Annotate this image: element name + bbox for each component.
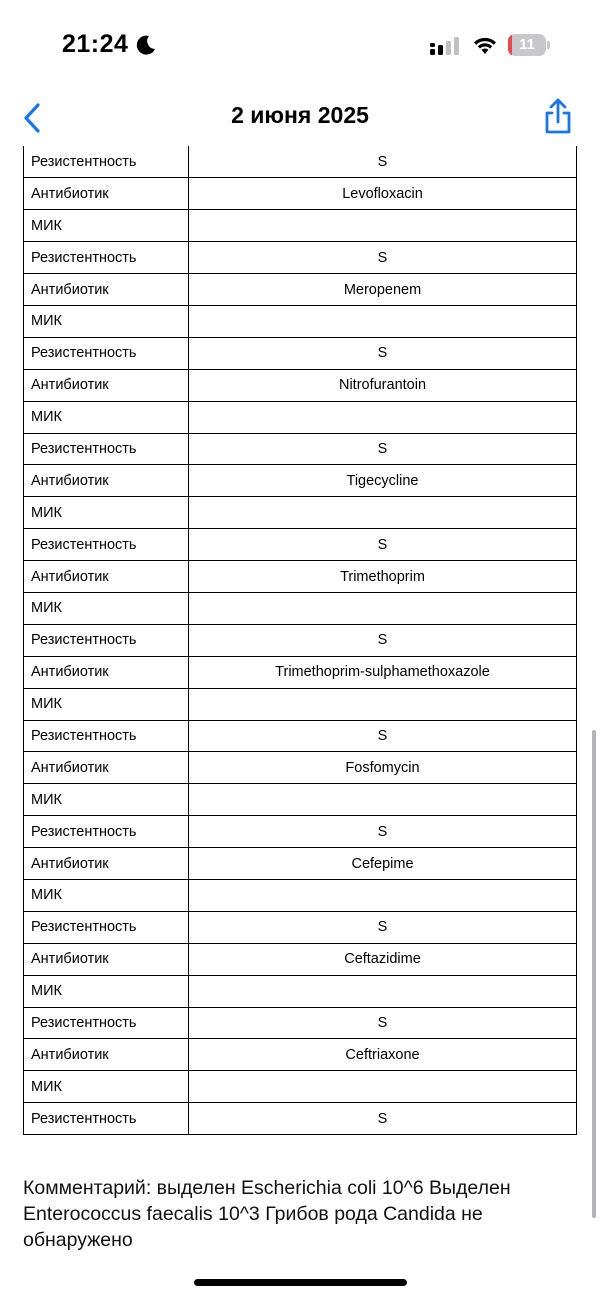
table-body bbox=[24, 146, 577, 1135]
row-label: Резистентность bbox=[24, 146, 189, 178]
row-value: S bbox=[189, 242, 577, 274]
row-value bbox=[189, 305, 577, 337]
row-value: S bbox=[189, 146, 577, 178]
row-label: Резистентность bbox=[24, 529, 189, 561]
table-row bbox=[24, 624, 577, 656]
table-row bbox=[24, 274, 577, 306]
home-indicator[interactable] bbox=[194, 1279, 407, 1286]
table-row bbox=[24, 178, 577, 210]
row-label: Резистентность bbox=[24, 242, 189, 274]
row-value: S bbox=[189, 624, 577, 656]
table-row bbox=[24, 879, 577, 911]
row-label: Антибиотик bbox=[24, 1039, 189, 1071]
row-value: S bbox=[189, 433, 577, 465]
row-value bbox=[189, 497, 577, 529]
table-row bbox=[24, 433, 577, 465]
row-label: МИК bbox=[24, 975, 189, 1007]
table-row bbox=[24, 975, 577, 1007]
row-label: Резистентность bbox=[24, 433, 189, 465]
row-value: Fosfomycin bbox=[189, 752, 577, 784]
table-row bbox=[24, 337, 577, 369]
row-label: Антибиотик bbox=[24, 656, 189, 688]
row-value: S bbox=[189, 1007, 577, 1039]
row-value: Cefepime bbox=[189, 848, 577, 880]
row-label: МИК bbox=[24, 497, 189, 529]
comment-text: Комментарий: выделен Escherichia coli 10^6 Выделен Enterococcus faecalis 10^3 Грибов рода Candida не обнаружено bbox=[23, 1177, 511, 1251]
row-value bbox=[189, 401, 577, 433]
table-row bbox=[24, 592, 577, 624]
row-value: S bbox=[189, 816, 577, 848]
row-label: Резистентность bbox=[24, 911, 189, 943]
row-value bbox=[189, 592, 577, 624]
row-label: МИК bbox=[24, 1071, 189, 1103]
row-value: Levofloxacin bbox=[189, 178, 577, 210]
row-value: Ceftazidime bbox=[189, 943, 577, 975]
row-value bbox=[189, 1071, 577, 1103]
row-label: Антибиотик bbox=[24, 274, 189, 306]
results-table bbox=[23, 146, 577, 1135]
row-label: Резистентность bbox=[24, 720, 189, 752]
row-label: Антибиотик bbox=[24, 943, 189, 975]
status-bar bbox=[0, 0, 600, 90]
table-row bbox=[24, 1103, 577, 1135]
row-label: Антибиотик bbox=[24, 369, 189, 401]
row-value bbox=[189, 975, 577, 1007]
row-label: Антибиотик bbox=[24, 561, 189, 593]
moon-icon bbox=[135, 34, 157, 56]
table-row bbox=[24, 401, 577, 433]
row-label: Антибиотик bbox=[24, 848, 189, 880]
table-row bbox=[24, 943, 577, 975]
row-value bbox=[189, 210, 577, 242]
share-button[interactable] bbox=[540, 96, 576, 138]
row-label: МИК bbox=[24, 688, 189, 720]
row-value: S bbox=[189, 1103, 577, 1135]
row-label: Резистентность bbox=[24, 1007, 189, 1039]
battery-cap bbox=[547, 41, 550, 49]
battery-body bbox=[508, 34, 546, 56]
battery-icon bbox=[508, 34, 550, 56]
table-row bbox=[24, 305, 577, 337]
row-label: МИК bbox=[24, 401, 189, 433]
share-icon bbox=[540, 96, 576, 138]
row-value: Tigecycline bbox=[189, 465, 577, 497]
table-row bbox=[24, 561, 577, 593]
row-label: Антибиотик bbox=[24, 752, 189, 784]
row-value: Meropenem bbox=[189, 274, 577, 306]
table-row bbox=[24, 529, 577, 561]
row-value bbox=[189, 879, 577, 911]
table-row bbox=[24, 752, 577, 784]
table-row bbox=[24, 816, 577, 848]
row-value: S bbox=[189, 911, 577, 943]
row-label: МИК bbox=[24, 210, 189, 242]
table-row bbox=[24, 465, 577, 497]
row-value: Trimethoprim-sulphamethoxazole bbox=[189, 656, 577, 688]
table-row bbox=[24, 369, 577, 401]
row-label: МИК bbox=[24, 784, 189, 816]
row-value: Nitrofurantoin bbox=[189, 369, 577, 401]
row-label: Антибиотик bbox=[24, 178, 189, 210]
row-label: МИК bbox=[24, 879, 189, 911]
battery-level: 11 bbox=[519, 36, 535, 53]
row-label: МИК bbox=[24, 592, 189, 624]
row-label: Резистентность bbox=[24, 337, 189, 369]
table-row bbox=[24, 1007, 577, 1039]
table-row bbox=[24, 784, 577, 816]
scroll-indicator[interactable] bbox=[592, 730, 596, 1218]
row-value: S bbox=[189, 720, 577, 752]
row-label: МИК bbox=[24, 305, 189, 337]
wifi-icon bbox=[472, 34, 498, 56]
row-value: S bbox=[189, 337, 577, 369]
row-value: Ceftriaxone bbox=[189, 1039, 577, 1071]
row-value bbox=[189, 688, 577, 720]
table-row bbox=[24, 497, 577, 529]
table-row bbox=[24, 210, 577, 242]
row-label: Резистентность bbox=[24, 816, 189, 848]
row-label: Антибиотик bbox=[24, 465, 189, 497]
row-label: Резистентность bbox=[24, 1103, 189, 1135]
table-row bbox=[24, 848, 577, 880]
table-row bbox=[24, 1071, 577, 1103]
table-row bbox=[24, 242, 577, 274]
table-row bbox=[24, 720, 577, 752]
table-row bbox=[24, 656, 577, 688]
row-label: Резистентность bbox=[24, 624, 189, 656]
row-value: S bbox=[189, 529, 577, 561]
table-row bbox=[24, 1039, 577, 1071]
table-row bbox=[24, 688, 577, 720]
table-row bbox=[24, 911, 577, 943]
navigation-bar bbox=[0, 90, 600, 146]
cellular-signal-icon bbox=[428, 36, 462, 56]
row-value bbox=[189, 784, 577, 816]
row-value: Trimethoprim bbox=[189, 561, 577, 593]
table-row bbox=[24, 146, 577, 178]
status-time: 21:24 bbox=[62, 30, 129, 58]
page-title: 2 июня 2025 bbox=[231, 102, 369, 128]
